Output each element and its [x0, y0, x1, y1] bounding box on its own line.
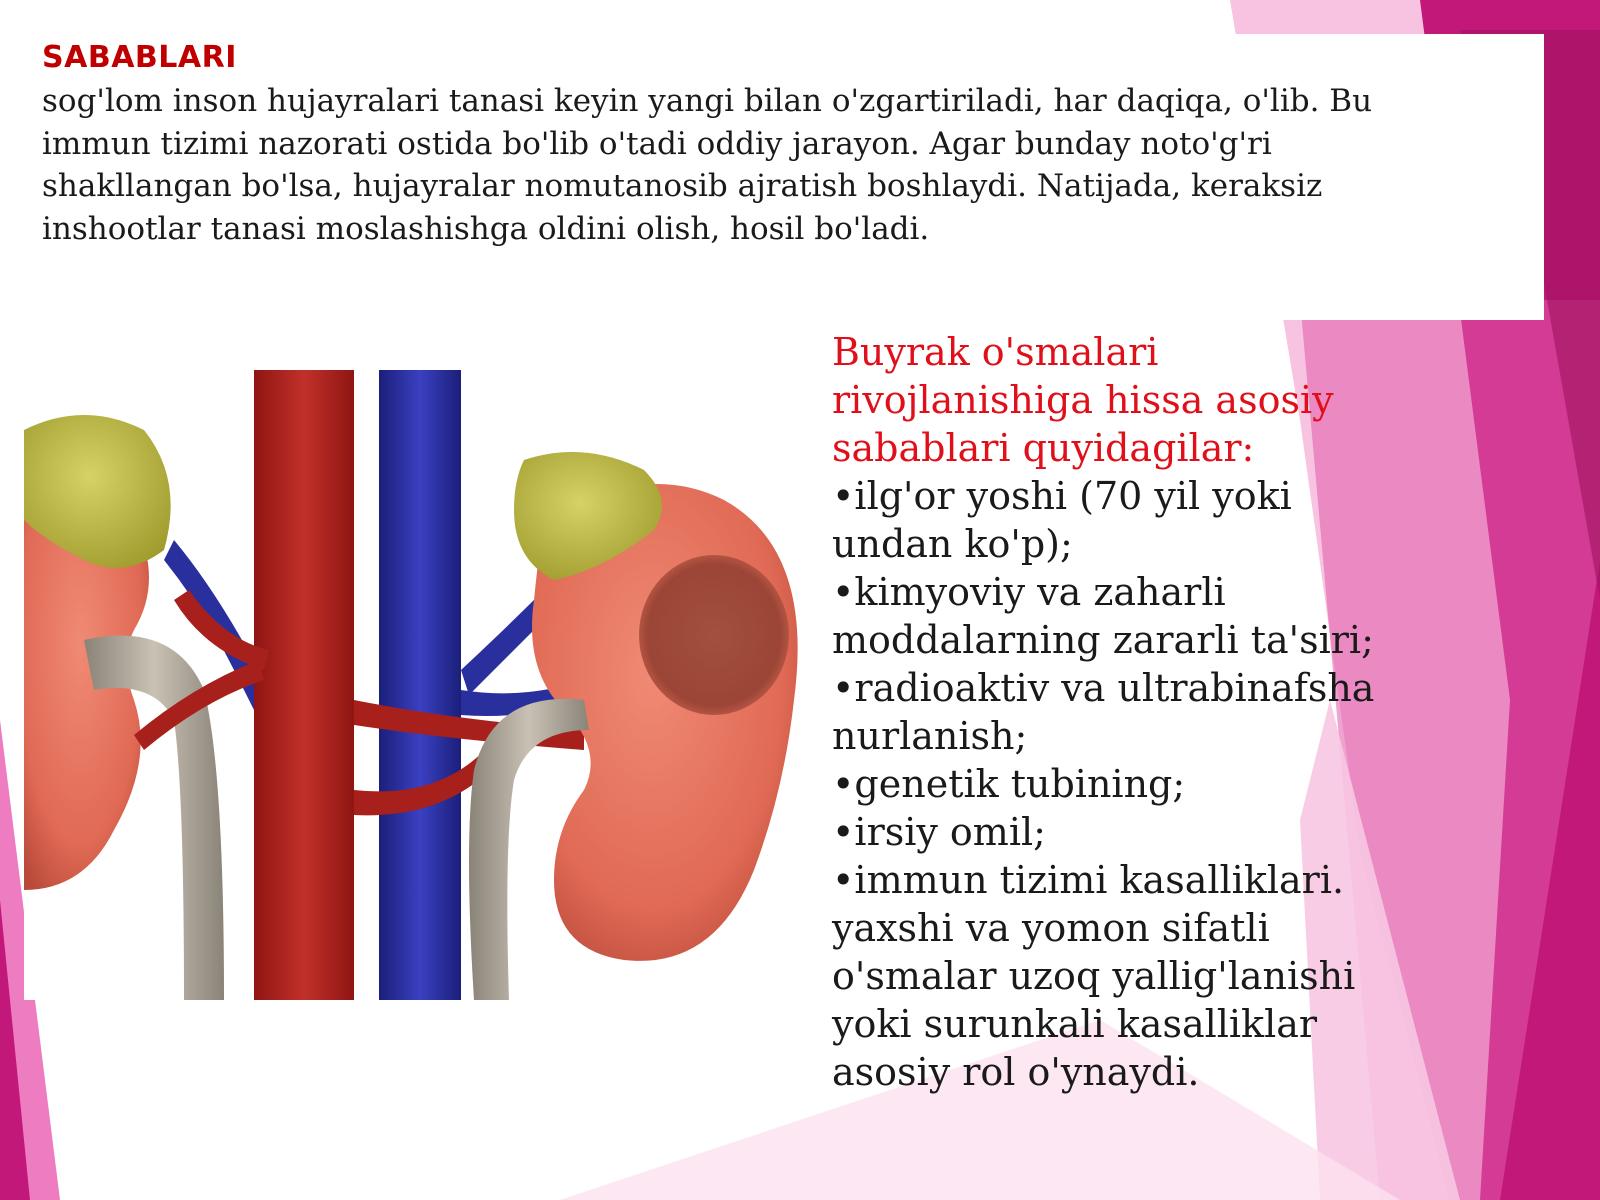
cause-line: o'smalar uzoq yallig'lanishi: [832, 954, 1356, 998]
cause-line: •immun tizimi kasalliklari.: [832, 858, 1345, 902]
cause-line: •radioaktiv va ultrabinafsha: [832, 666, 1375, 710]
cause-line: yaxshi va yomon sifatli: [832, 906, 1270, 950]
causes-heading-line: rivojlanishiga hissa asosiy: [832, 378, 1334, 422]
intro-line: immun tizimi nazorati ostida bo'lib o'tadi oddiy jarayon. Agar bunday noto'g'ri: [42, 125, 1272, 162]
intro-paragraph: [42, 80, 1512, 250]
section-title: SABABLARI: [42, 40, 237, 75]
cause-line: •kimyoviy va zaharli: [832, 570, 1226, 614]
cause-line: •irsiy omil;: [832, 810, 1046, 854]
cause-line: asosiy rol o'ynaydi.: [832, 1050, 1200, 1094]
intro-line: inshootlar tanasi moslashishga oldini olish, hosil bo'ladi.: [42, 210, 930, 247]
cause-line: •genetik tubining;: [832, 762, 1186, 806]
causes-heading-line: sabablari quyidagilar:: [832, 426, 1255, 470]
cause-line: yoki surunkali kasalliklar: [832, 1002, 1318, 1046]
intro-line: sog'lom inson hujayralari tanasi keyin yangi bilan o'zgartiriladi, har daqiqa, o'lib. Bu: [42, 83, 1373, 119]
cause-line: moddalarning zararli ta'siri;: [832, 618, 1374, 662]
intro-line: shakllangan bo'lsa, hujayralar nomutanosib ajratish boshlaydi. Natijada, keraksiz: [42, 168, 1323, 204]
causes-list: [832, 328, 1412, 1096]
causes-heading-line: Buyrak o'smalari: [832, 330, 1159, 374]
cause-line: nurlanish;: [832, 714, 1028, 758]
cause-line: •ilg'or yoshi (70 yil yoki: [832, 474, 1292, 518]
kidney-illustration: [24, 370, 816, 1000]
cause-line: undan ko'p);: [832, 522, 1073, 566]
